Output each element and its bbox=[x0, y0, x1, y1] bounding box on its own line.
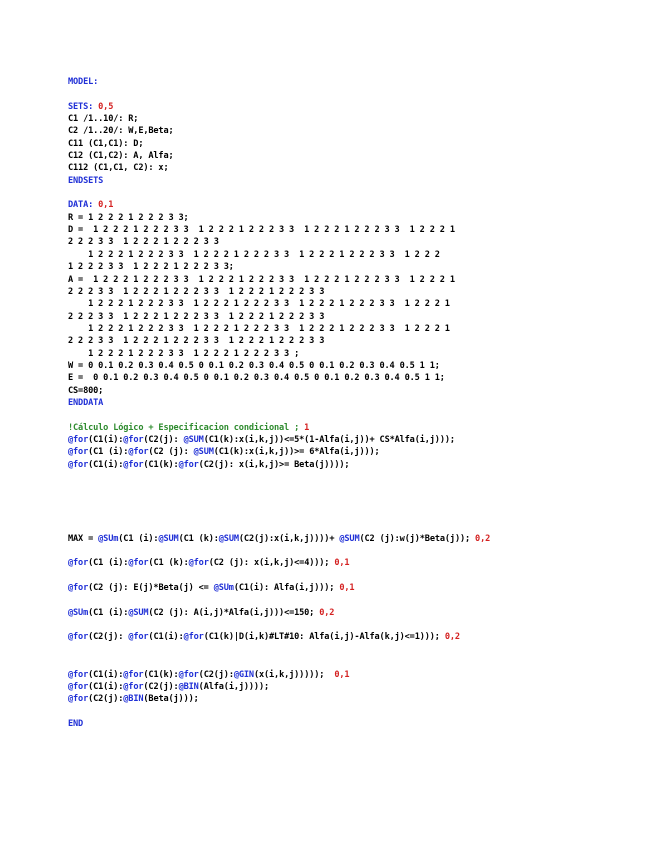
keyword-token: @SUm bbox=[68, 607, 89, 618]
code-token: 1 2 2 2 3 3 1 2 2 2 1 2 2 2 3 3; bbox=[68, 262, 234, 273]
code-line bbox=[68, 533, 648, 545]
code-line bbox=[68, 150, 648, 162]
code-token: 1 2 2 2 1 2 2 2 3 3 1 2 2 2 1 2 2 2 3 3 1 2 2 2 1 2 2 2 3 3 1 2 2 2 1 bbox=[68, 323, 450, 334]
code-line bbox=[68, 311, 648, 323]
code-editor[interactable] bbox=[68, 76, 648, 730]
code-token: (C2(j): bbox=[143, 681, 179, 692]
code-line bbox=[68, 459, 648, 471]
code-token: (Beta(j))); bbox=[143, 694, 199, 705]
keyword-token: SETS: bbox=[68, 101, 94, 112]
code-token: (C1(i): Alfa(i,j))); bbox=[233, 583, 340, 594]
keyword-token: @SUm bbox=[98, 533, 119, 544]
code-line bbox=[68, 446, 648, 458]
code-line bbox=[68, 335, 648, 347]
code-line bbox=[68, 570, 648, 582]
code-line bbox=[68, 113, 648, 125]
keyword-token: MODEL: bbox=[68, 77, 99, 87]
keyword-token: @for bbox=[68, 669, 89, 680]
code-token: (C2 (j): bbox=[148, 447, 194, 458]
code-token: (C1(k):x(i,k,j))>= 6*Alfa(i,j))); bbox=[213, 447, 380, 458]
keyword-token: @for bbox=[178, 459, 199, 470]
code-line bbox=[68, 76, 648, 88]
keyword-token: @SUM bbox=[158, 533, 179, 544]
keyword-token: @for bbox=[68, 434, 89, 445]
code-line bbox=[68, 138, 648, 150]
code-token: (C1(i): bbox=[148, 632, 184, 643]
code-token: 1 2 2 2 1 2 2 2 3 3 1 2 2 2 1 2 2 2 3 3 ; bbox=[68, 348, 300, 359]
keyword-token: ENDSETS bbox=[68, 175, 104, 186]
keyword-token: @for bbox=[68, 681, 89, 692]
keyword-token: @SUM bbox=[183, 434, 204, 445]
code-line bbox=[68, 471, 648, 483]
code-token: C2 /1..20/: W,E,Beta; bbox=[68, 126, 174, 137]
code-line bbox=[68, 706, 648, 718]
code-token: (C2 (j):w(j)*Beta(j)); bbox=[359, 533, 476, 544]
number-token: 0,2 bbox=[444, 632, 460, 643]
code-token: (C1 (k): bbox=[178, 533, 219, 544]
code-token: (C2(j): bbox=[88, 632, 129, 643]
code-line bbox=[68, 631, 648, 643]
code-token: (C1(i): bbox=[88, 434, 124, 445]
keyword-token: @for bbox=[128, 632, 149, 643]
code-line bbox=[68, 545, 648, 557]
code-line bbox=[68, 298, 648, 310]
keyword-token: END bbox=[68, 718, 84, 729]
keyword-token: @BIN bbox=[178, 681, 199, 692]
code-token: (Alfa(i,j)))); bbox=[198, 681, 270, 692]
code-token: C11 (C1,C1): D; bbox=[68, 138, 144, 149]
code-line bbox=[68, 607, 648, 619]
code-line bbox=[68, 261, 648, 273]
keyword-token: @for bbox=[123, 459, 144, 470]
number-token: 0,2 bbox=[319, 607, 335, 618]
code-line bbox=[68, 422, 648, 434]
code-line bbox=[68, 397, 648, 409]
code-token: (C2(j): bbox=[198, 669, 234, 680]
code-line bbox=[68, 249, 648, 261]
keyword-token: @SUm bbox=[213, 583, 234, 594]
code-line bbox=[68, 162, 648, 174]
keyword-token: DATA: bbox=[68, 200, 94, 211]
code-token: (C2(j): bbox=[88, 694, 124, 705]
code-token: (C1(k):x(i,k,j))<=5*(1-Alfa(i,j))+ CS*Alfa(i,j))); bbox=[203, 434, 455, 445]
keyword-token: @for bbox=[68, 447, 89, 458]
code-token: MAX = bbox=[68, 533, 99, 544]
code-line bbox=[68, 88, 648, 100]
code-token: (C1(i): bbox=[88, 459, 124, 470]
code-token: 2 2 2 3 3 1 2 2 2 1 2 2 2 3 3 1 2 2 2 1 2 2 2 3 3 bbox=[68, 286, 325, 297]
code-line bbox=[68, 669, 648, 681]
code-line bbox=[68, 681, 648, 693]
code-line bbox=[68, 236, 648, 248]
keyword-token: @for bbox=[68, 632, 89, 643]
code-token: E = 0 0.1 0.2 0.3 0.4 0.5 0 0.1 0.2 0.3 0.4 0.5 0 0.1 0.2 0.3 0.4 0.5 1 1; bbox=[68, 373, 445, 384]
code-line bbox=[68, 348, 648, 360]
keyword-token: @SUM bbox=[218, 533, 239, 544]
code-token: (C1 (i): bbox=[118, 533, 159, 544]
code-line bbox=[68, 594, 648, 606]
keyword-token: @BIN bbox=[123, 694, 144, 705]
code-token: D = 1 2 2 2 1 2 2 2 3 3 1 2 2 2 1 2 2 2 3 3 1 2 2 2 1 2 2 2 3 3 1 2 2 2 1 bbox=[68, 225, 455, 236]
code-token: R = 1 2 2 2 1 2 2 2 3 3; bbox=[68, 212, 189, 223]
code-token: (C2(j): x(i,k,j)>= Beta(j)))); bbox=[198, 459, 350, 470]
number-token: 0,1 bbox=[93, 200, 114, 211]
code-token: C112 (C1,C1, C2): x; bbox=[68, 163, 169, 174]
code-token: (C1(k): bbox=[143, 669, 179, 680]
number-token: 0,2 bbox=[475, 533, 491, 544]
code-line bbox=[68, 101, 648, 113]
number-token: 1 bbox=[304, 422, 310, 433]
code-line bbox=[68, 409, 648, 421]
code-line bbox=[68, 520, 648, 532]
code-token: (C2 (j): E(j)*Beta(j) <= bbox=[88, 583, 214, 594]
code-token: 2 2 2 3 3 1 2 2 2 1 2 2 2 3 3 bbox=[68, 237, 219, 248]
code-token: (C2 (j): A(i,j)*Alfa(i,j)))<=150; bbox=[148, 607, 320, 618]
code-token: (C1(k)|D(i,k)#LT#10: Alfa(i,j)-Alfa(k,j)<=1))); bbox=[203, 632, 445, 643]
keyword-token: @for bbox=[68, 583, 89, 594]
number-token: 0,1 bbox=[339, 583, 355, 594]
code-line bbox=[68, 323, 648, 335]
code-line bbox=[68, 483, 648, 495]
keyword-token: @SUM bbox=[128, 607, 149, 618]
comment-token: !Cálculo Lógico + Especificacion condicional ; bbox=[68, 422, 305, 433]
code-token: 2 2 2 3 3 1 2 2 2 1 2 2 2 3 3 1 2 2 2 1 2 2 2 3 3 bbox=[68, 311, 325, 322]
code-token: (C1(i): bbox=[88, 669, 124, 680]
keyword-token: @GIN bbox=[233, 669, 254, 680]
code-line bbox=[68, 187, 648, 199]
keyword-token: @for bbox=[128, 558, 149, 569]
keyword-token: @for bbox=[183, 632, 204, 643]
number-token: 0,5 bbox=[93, 101, 114, 112]
keyword-token: @for bbox=[68, 694, 89, 705]
keyword-token: @SUM bbox=[193, 447, 214, 458]
keyword-token: @for bbox=[68, 459, 89, 470]
code-token: (C2(j):x(i,k,j))))+ bbox=[238, 533, 340, 544]
keyword-token: @for bbox=[178, 669, 199, 680]
keyword-token: @for bbox=[188, 558, 209, 569]
code-line bbox=[68, 286, 648, 298]
code-line bbox=[68, 360, 648, 372]
code-token: (C1 (i): bbox=[88, 607, 129, 618]
number-token: 0,1 bbox=[334, 669, 350, 680]
code-line bbox=[68, 644, 648, 656]
code-token: (C1(k): bbox=[143, 459, 179, 470]
code-line bbox=[68, 693, 648, 705]
code-line bbox=[68, 274, 648, 286]
code-token: (C1 (i): bbox=[88, 558, 129, 569]
keyword-token: @for bbox=[123, 681, 144, 692]
code-token: (C2 (j): x(i,k,j)<=4))); bbox=[208, 558, 335, 569]
code-token: C12 (C1,C2): A, Alfa; bbox=[68, 151, 174, 162]
code-line bbox=[68, 199, 648, 211]
keyword-token: @for bbox=[128, 447, 149, 458]
keyword-token: ENDDATA bbox=[68, 397, 104, 408]
code-line bbox=[68, 434, 648, 446]
keyword-token: @SUM bbox=[339, 533, 360, 544]
code-token: (C1 (i): bbox=[88, 447, 129, 458]
code-token: (C1(i): bbox=[88, 681, 124, 692]
keyword-token: @for bbox=[68, 558, 89, 569]
code-line bbox=[68, 372, 648, 384]
code-token: 1 2 2 2 1 2 2 2 3 3 1 2 2 2 1 2 2 2 3 3 1 2 2 2 1 2 2 2 3 3 1 2 2 2 bbox=[68, 249, 440, 260]
code-token: A = 1 2 2 2 1 2 2 2 3 3 1 2 2 2 1 2 2 2 3 3 1 2 2 2 1 2 2 2 3 3 1 2 2 2 1 bbox=[68, 274, 455, 285]
code-line bbox=[68, 385, 648, 397]
code-token: 2 2 2 3 3 1 2 2 2 1 2 2 2 3 3 1 2 2 2 1 2 2 2 3 3 bbox=[68, 336, 325, 347]
code-line bbox=[68, 175, 648, 187]
code-token: 1 2 2 2 1 2 2 2 3 3 1 2 2 2 1 2 2 2 3 3 1 2 2 2 1 2 2 2 3 3 1 2 2 2 1 bbox=[68, 299, 450, 310]
keyword-token: @for bbox=[123, 434, 144, 445]
code-line bbox=[68, 718, 648, 730]
code-line bbox=[68, 557, 648, 569]
code-line bbox=[68, 582, 648, 594]
code-token: W = 0 0.1 0.2 0.3 0.4 0.5 0 0.1 0.2 0.3 0.4 0.5 0 0.1 0.2 0.3 0.4 0.5 1 1; bbox=[68, 360, 440, 371]
code-line bbox=[68, 212, 648, 224]
number-token: 0,1 bbox=[334, 558, 350, 569]
code-line bbox=[68, 619, 648, 631]
code-token: (C1 (k): bbox=[148, 558, 189, 569]
code-token: (x(i,k,j))))); bbox=[253, 669, 335, 680]
code-line bbox=[68, 224, 648, 236]
code-line bbox=[68, 656, 648, 668]
code-line bbox=[68, 125, 648, 137]
code-token: CS=800; bbox=[68, 385, 104, 396]
code-token: (C2(j): bbox=[143, 434, 184, 445]
code-token: C1 /1..10/: R; bbox=[68, 114, 139, 125]
code-line bbox=[68, 496, 648, 508]
keyword-token: @for bbox=[123, 669, 144, 680]
code-line bbox=[68, 508, 648, 520]
